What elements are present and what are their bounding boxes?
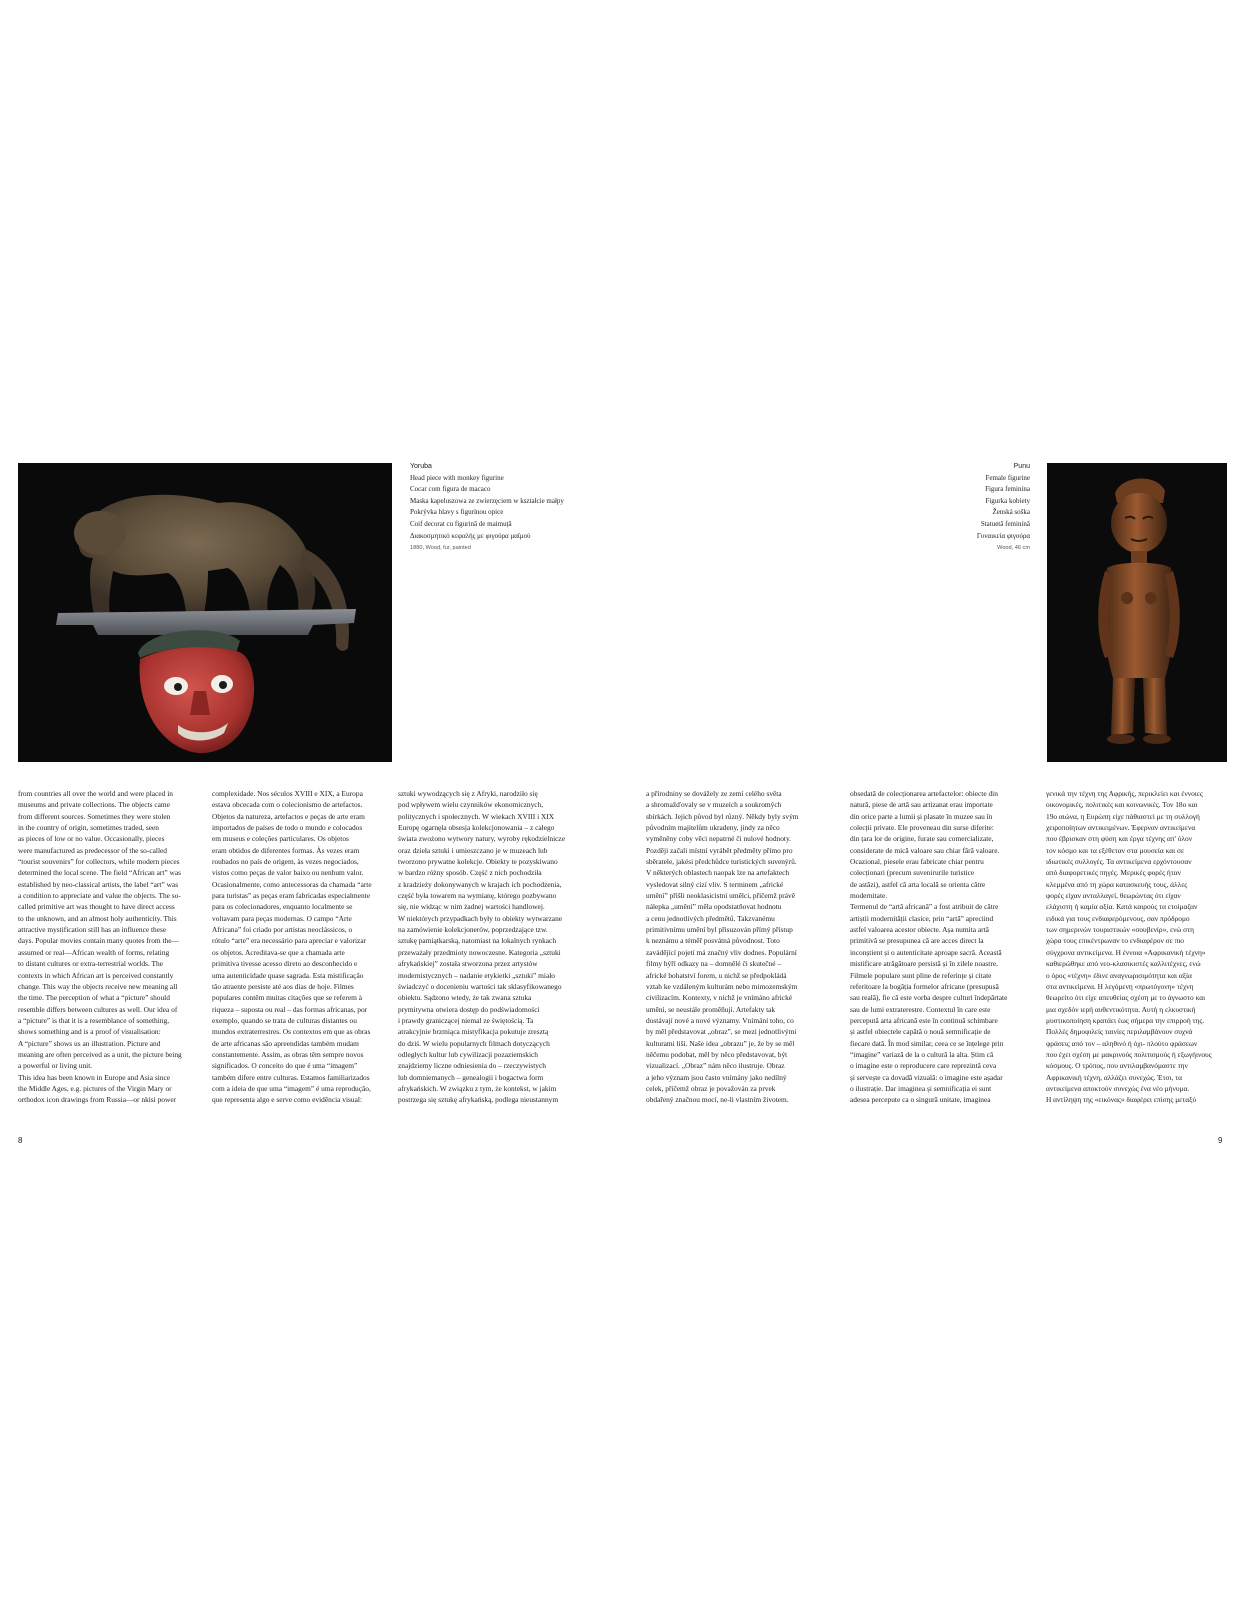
- text-line: a shromažďovaly se v muzeích a soukromých: [646, 800, 782, 810]
- text-line: colecționari (precum suvenirurile turistice: [850, 868, 975, 878]
- text-line: część była towarem na wymianę, którego pozbywano: [398, 891, 557, 901]
- text-line: constantemente. Assim, as obras têm sempre novos: [212, 1049, 364, 1059]
- text-line: się, nie widząc w nim żadnej wartości handlowej.: [398, 902, 545, 912]
- text-line: από διαφορετικές πηγές. Μερικές φορές ήταν: [1046, 868, 1181, 878]
- text-line: oraz dzieła sztuki i umieszczano je w muzeach lub: [398, 845, 548, 855]
- text-line: estava obcecada com o colecionismo de artefactos.: [212, 800, 363, 810]
- caption-right-line: Female figurine: [985, 473, 1030, 482]
- text-line: tão atraente persiste até aos dias de hoje. Filmes: [212, 981, 354, 991]
- text-line: que representa algo e serve como evidência visual:: [212, 1095, 363, 1105]
- text-line: ιδιωτικές συλλογές. Τα αντικείμενα ερχόντουσαν: [1046, 857, 1192, 867]
- text-line: și servește ca dovadă vizuală: o imagine este așadar: [850, 1072, 1003, 1082]
- text-line: din orice parte a lumii și plasate în muzee sau în: [850, 811, 993, 821]
- text-line: znajdziemy liczne odniesienia do – rzeczywistych: [398, 1061, 546, 1071]
- text-line: mundos extraterrestres. Os contextos em que as obras: [212, 1027, 371, 1037]
- text-line: colecții private. Ele proveneau din surse diferite:: [850, 823, 994, 833]
- text-line: rótulo “arte” era necessário para apreciar e valorizar: [212, 936, 367, 946]
- text-line: κλεμμένα από τη χώρα κατασκευής τους, άλλες: [1046, 879, 1188, 889]
- caption-right-line: Statuetă feminină: [980, 519, 1030, 528]
- text-line: původním majitelům ukradeny, jindy za něco: [646, 823, 780, 833]
- text-line: do dziś. W wielu popularnych filmach dotyczących: [398, 1038, 550, 1048]
- caption-right: [977, 461, 1030, 555]
- text-line: pod wpływem wielu czynników ekonomicznych,: [398, 800, 544, 810]
- caption-right-line: Ženská soška: [992, 508, 1030, 517]
- text-line: afrykańskich. W związku z tym, że kontekst, w jakim: [398, 1083, 557, 1093]
- text-line: from countries all over the world and were placed in: [18, 789, 173, 798]
- text-line: χώρα τους επικέντρωναν το ενδιαφέρον σε πιο: [1046, 936, 1185, 946]
- text-line: οικονομικές, πολιτικές και κοινωνικές. Τον 18ο και: [1046, 800, 1198, 810]
- text-line: postrzega się sztukę afrykańską, podlega nieustannym: [398, 1095, 559, 1105]
- text-line: Ocasionalmente, como antecessoras da chamada “arte: [212, 879, 372, 889]
- text-line: fiecare dată. În mod similar, ceea ce se înțelege prin: [850, 1038, 1004, 1048]
- yoruba-headpiece-illustration: [18, 463, 392, 762]
- caption-left-line: Coif decorat cu figurină de maimuță: [410, 519, 512, 528]
- caption-right-heading: Punu: [1013, 463, 1030, 470]
- caption-left-line: Pokrývka hlavy s figurínou opice: [410, 508, 504, 517]
- text-line: sau de lumi extraterestre. Contextul în care este: [850, 1004, 991, 1014]
- text-line: primitivă se presupunea că are acces direct la: [850, 936, 984, 946]
- text-line: świadczyć o docenieniu wartości tak sklasyfikowanego: [398, 981, 562, 991]
- text-line: lub domniemanych – genealogii i bogactwa form: [398, 1072, 544, 1082]
- text-line: the Middle Ages, e.g. pictures of the Virgin Mary or: [18, 1083, 172, 1093]
- text-line: established by neo-classical artists, the label “art” was: [18, 879, 179, 889]
- text-line: Termenul de “artă africană” a fost atribuit de către: [850, 902, 999, 912]
- text-line: civilizacím. Kontexty, v nichž je vnímáno africké: [646, 993, 793, 1003]
- text-line: γενικά την τέχνη της Αφρικής, περικλείει και έννοιες: [1046, 789, 1203, 798]
- caption-right-line: Γυναικεία φιγούρα: [976, 531, 1030, 540]
- text-line: vysledovat silný cizí vliv. S terminem „africké: [646, 879, 784, 889]
- text-line: assumed or real—African wealth of forms, relating: [18, 947, 170, 957]
- text-line: as pieces of low or no value. Occasionally, pieces: [18, 834, 165, 844]
- text-line: resemble differs between cultures as well. Our idea of: [18, 1004, 178, 1014]
- text-line: z kradzieży dokonywanych w krajach ich pochodzenia,: [398, 879, 562, 889]
- text-line: θεωρείτο ότι είχε απευθείας σχέση με το άγνωστο και: [1046, 993, 1206, 1003]
- caption-left-line: Maska kapeluszowa ze zwierzęciem w kształcie małpy: [410, 496, 564, 505]
- text-line: Αφρικανική τέχνη, αλλάζει συνεχώς. Έτσι, τα: [1046, 1072, 1183, 1082]
- text-line: primitivnímu umění byl přisuzován přímý přístup: [646, 925, 793, 935]
- text-line: Η αντίληψη της «εικόνας» διαφέρει επίσης μεταξύ: [1046, 1095, 1197, 1105]
- text-line: Objetos da natureza, artefactos e peças de arte eram: [212, 811, 365, 821]
- text-line: called primitive art was thought to have direct access: [18, 902, 175, 912]
- text-line: mistificare atrăgătoare persistă și în zilele noastre.: [850, 959, 998, 969]
- text-line: “imagine” variază de la o cultură la alta. Știm că: [850, 1049, 994, 1059]
- punu-figurine-photo: [1047, 463, 1227, 762]
- text-line: uma autenticidade quase sagrada. Esta mistificação: [212, 970, 364, 980]
- text-line: φορές είχαν ανταλλαγεί, θεωρώντας ότι είχαν: [1046, 891, 1181, 901]
- text-line: com a ideia de que uma “imagem” é uma reprodução,: [212, 1083, 371, 1093]
- text-line: μια σχεδόν ιερή αυθεντικότητα. Αυτή η ελκυστική: [1046, 1004, 1196, 1014]
- text-line: afrykańskiej” została stworzona przez artystów: [398, 959, 538, 969]
- text-column-romanian: [850, 788, 1026, 1106]
- text-line: στα αντικείμενα. Η λεγόμενη «πρωτόγονη» τέχνη: [1046, 981, 1194, 991]
- text-line: W niektórych przypadkach były to obiekty wytwarzane: [398, 913, 563, 923]
- text-line: o imagine este o reproducere care reprezintă ceva: [850, 1061, 997, 1071]
- caption-right-line: Figurka kobiety: [985, 496, 1030, 505]
- text-line: orthodox icon drawings from Russia—or nkisi power: [18, 1095, 177, 1105]
- text-line: from different sources. Sometimes they were stolen: [18, 811, 171, 821]
- text-line: a “picture” is that it is a resemblance of something,: [18, 1015, 170, 1025]
- page-number-left: 8: [18, 1136, 23, 1145]
- text-line: Ocazional, piesele erau fabricate chiar pentru: [850, 857, 984, 867]
- text-line: filmy hýří odkazy na – domnělé či skutečné –: [646, 959, 782, 969]
- text-line: inconștient și o autenticitate aproape sacră. Această: [850, 947, 1002, 957]
- text-line: obdařený značnou mocí, ne-li vlastním životem.: [646, 1095, 789, 1105]
- text-line: ελάχιστη ή καμία αξία. Κατά καιρούς τα ετοίμαζαν: [1046, 902, 1198, 912]
- text-line: k neznámu a téměř posvátná původnost. Toto: [646, 936, 780, 946]
- text-line: a powerful or living unit.: [18, 1061, 93, 1071]
- text-line: contexts in which African art is perceived constantly: [18, 970, 174, 980]
- yoruba-headpiece-photo: [18, 463, 392, 762]
- text-line: sau reală), fie că este vorba despre culturi îndepărtate: [850, 993, 1008, 1003]
- text-line: importados de países de todo o mundo e colocados: [212, 823, 363, 833]
- text-line: i prawdy graniczącej niemal ze świętością. Ta: [398, 1015, 534, 1025]
- text-line: riqueza – suposta ou real – das formas africanas, por: [212, 1004, 368, 1014]
- text-line: σύγχρονα αντικείμενα. Η έννοια «Αφρικανική τέχνη»: [1046, 947, 1206, 957]
- text-line: astfel valoarea acestor obiecte. Așa numita artă: [850, 925, 989, 935]
- text-line: prymitywna otwiera dostęp do podświadomości: [398, 1004, 540, 1014]
- text-line: percepută arta africană este în continuă schimbare: [850, 1015, 998, 1025]
- text-line: a přírodniny se dovážely ze zemí celého světa: [646, 789, 782, 798]
- text-line: roubados no país de origem, às vezes negociados,: [212, 857, 359, 867]
- text-line: něčemu podobat, měl by něco představovat, být: [646, 1049, 788, 1059]
- text-line: χειροποίητων αντικειμένων. Έφερναν αντικείμενα: [1046, 823, 1196, 833]
- text-line: tworzono prywatne kolekcje. Obiekty te pozyskiwano: [398, 857, 558, 867]
- text-line: to distant cultures or extra-terrestrial worlds. The: [18, 959, 163, 969]
- text-column-greek: [1046, 788, 1222, 1106]
- text-line: din țara lor de origine, furate sau comercializate,: [850, 834, 994, 844]
- text-line: umění, se neustále proměňují. Artefakty tak: [646, 1004, 776, 1014]
- text-line: referitoare la bogăția formelor africane (presupusă: [850, 981, 999, 991]
- text-line: the time. The perception of what a “picture” should: [18, 993, 170, 1003]
- text-line: considerate de mică valoare sau chiar fără valoare.: [850, 845, 1000, 855]
- caption-left: [410, 461, 564, 555]
- text-line: eram obtidos de diferentes formas. Às vezes eram: [212, 845, 360, 855]
- text-line: vyměněny coby věci nepatrné či nulové hodnoty.: [646, 834, 792, 844]
- text-line: umění” přišli neoklasicistní umělci, přičemž právě: [646, 891, 795, 901]
- text-line: os objetos. Acreditava-se que a chamada arte: [212, 947, 345, 957]
- punu-figurine-illustration: [1047, 463, 1227, 762]
- text-line: που έχει σχέση με μακρινούς πολιτισμούς ή εξωγήινους: [1046, 1049, 1212, 1059]
- text-line: obiektu. Sądzono wtedy, że tak zwana sztuka: [398, 993, 532, 1003]
- text-line: days. Popular movies contain many quotes from the—: [18, 936, 179, 946]
- text-line: complexidade. Nos séculos XVIII e XIX, a Europa: [212, 789, 363, 798]
- text-line: μυστικοποίηση κρατάει έως σήμερα την επιρροή της.: [1046, 1015, 1205, 1025]
- text-line: dostávají nové a nové významy. Vnímání toho, co: [646, 1015, 794, 1025]
- caption-left-line: Head piece with monkey figurine: [410, 473, 504, 482]
- text-line: de arte africanas são apreendidas também mudam: [212, 1038, 359, 1048]
- text-line: ο όρος «τέχνη» έδινε αναγνωρισιμότητα και αξία: [1046, 970, 1192, 980]
- text-line: sbírkách. Jejich původ byl různý. Někdy byly svým: [646, 811, 799, 821]
- caption-left-note: 1880, Wood, fur, painted: [410, 545, 471, 552]
- text-line: atrakcyjnie brzmiąca mistyfikacja pokutuje zresztą: [398, 1027, 549, 1037]
- caption-left-heading: Yoruba: [410, 463, 432, 470]
- text-line: para os colecionadores, enquanto localmente se: [212, 902, 353, 912]
- text-line: shows something and is a proof of visualisation:: [18, 1027, 161, 1037]
- text-line: w bardzo różny sposób. Część z nich pochodziła: [398, 868, 542, 878]
- text-line: obsedată de colecționarea artefactelor: obiecte din: [850, 789, 998, 798]
- text-line: politycznych i społecznych. W wiekach XVIII i XIX: [398, 811, 555, 821]
- text-column-english: [18, 788, 194, 1106]
- text-line: voltavam para peças modernas. O campo “Arte: [212, 913, 352, 923]
- text-line: των σημερινών τουριστικών «σουβενίρ», ενώ στη: [1046, 925, 1194, 935]
- text-column-polish: [398, 788, 574, 1106]
- text-line: were manufactured as predecessor of the so-called: [18, 845, 167, 855]
- text-line: a jeho význam jsou často vnímány jako nedílný: [646, 1072, 787, 1082]
- text-line: to the unknown, and an almost holy authenticity. This: [18, 913, 177, 923]
- caption-right-line: Figura feminina: [985, 485, 1030, 494]
- text-line: adesea percepute ca o singură unitate, imaginea: [850, 1095, 991, 1105]
- text-line: africké bohatství forem, u nichž se předpokládá: [646, 970, 787, 980]
- text-line: a condition to appreciate and value the objects. The so-: [18, 891, 181, 901]
- text-line: nálepka „umění” měla opodstatňovat hodnotu: [646, 902, 782, 912]
- text-line: attractive mystification still has an influence these: [18, 925, 167, 935]
- text-line: Později začali místní vyrábět předměty přímo pro: [646, 845, 793, 855]
- caption-right-note: Wood, 46 cm: [997, 545, 1030, 552]
- text-line: V některých oblastech naopak lze na artefaktech: [646, 868, 790, 878]
- text-line: Filmele populare sunt pline de referințe și citate: [850, 970, 992, 980]
- text-line: determined the local scene. The field “African art” was: [18, 868, 181, 878]
- page-number-right: 9: [1218, 1136, 1223, 1145]
- text-line: și astfel obiectele capătă o nouă semnificație de: [850, 1027, 991, 1037]
- text-line: by měl představovat „obraz”, se mezi jednotlivými: [646, 1027, 797, 1037]
- text-column-portuguese: [212, 788, 388, 1106]
- text-line: meaning are often perceived as a unit, the picture being: [18, 1049, 182, 1059]
- text-line: change. This way the objects receive new meaning all: [18, 981, 178, 991]
- text-line: κόσμους. Ο τρόπος, που αντιλαμβανόμαστε την: [1046, 1061, 1188, 1071]
- text-line: exemplo, quando se trata de culturas distantes ou: [212, 1015, 357, 1025]
- text-line: na zamówienie kolekcjonerów, poprzedzające tzw.: [398, 925, 548, 935]
- caption-left-line: Διακοσμητικό κεφαλής με φιγούρα μαϊμού: [410, 531, 531, 540]
- text-line: kulturami liší. Naše idea „obrazu” je, že by se měl: [646, 1038, 795, 1048]
- text-line: modernistycznych – nadanie etykietki „sztuki” miało: [398, 970, 556, 980]
- text-line: φράσεις από τον – αληθινό ή όχι- πλούτο φράσεων: [1046, 1038, 1198, 1048]
- text-line: αντικείμενα αποκτούν συνεχώς ένα νέο μήνυμα.: [1046, 1083, 1190, 1093]
- text-line: modernitate.: [850, 891, 888, 901]
- text-line: zavádějící pojetí má značný vliv dodnes. Populární: [646, 947, 797, 957]
- caption-left-line: Cocar com figura de macaco: [410, 485, 491, 494]
- text-line: vztah ke vzdáleným kulturám nebo mimozemským: [646, 981, 798, 991]
- text-column-czech: [646, 788, 822, 1106]
- text-line: para turistas” as peças eram fabricadas especialmente: [212, 891, 370, 901]
- text-line: primitiva tivesse acesso direto ao desconhecido e: [212, 959, 358, 969]
- text-line: vistos como peças de valor baixo ou nenhum valor.: [212, 868, 364, 878]
- text-line: celek, přičemž obraz je považován za prvek: [646, 1083, 776, 1093]
- text-line: odległych kultur lub cywilizacji pozaziemskich: [398, 1049, 538, 1059]
- text-line: de astăzi), astfel că arta locală se orienta către: [850, 879, 986, 889]
- text-line: A “picture” shows us an illustration. Picture and: [18, 1038, 161, 1048]
- text-line: “tourist souvenirs” for collectors, while modern pieces: [18, 857, 180, 867]
- text-line: em museus e coleções particulares. Os objetos: [212, 834, 349, 844]
- text-line: Africana” foi criado por artistas neoclássicos, o: [212, 925, 353, 935]
- text-line: museums and private collections. The objects came: [18, 800, 170, 810]
- text-line: ειδικά για τους ενδιαφερόμενους, σαν πρόδρομο: [1046, 913, 1190, 923]
- text-line: τον κόσμο και τα εξέθεταν στα μουσεία και σε: [1046, 845, 1185, 855]
- text-line: populares contêm muitas citações que se referem à: [212, 993, 363, 1003]
- text-line: a cenu jednotlivých předmětů. Takzvanému: [646, 913, 775, 923]
- text-line: sběratele, jakési předchůdce turistických suvenýrů.: [646, 857, 797, 867]
- text-line: in the country of origin, sometimes traded, seen: [18, 823, 160, 833]
- text-line: também difere entre culturas. Estamos familiarizados: [212, 1072, 370, 1082]
- text-line: που έβρισκαν στη φύση και έργα τέχνης απ' όλον: [1046, 834, 1193, 844]
- text-line: Πολλές δημοφιλείς ταινίες περιλαμβάνουν συχνά: [1046, 1027, 1193, 1037]
- text-line: o ilustrație. Dar imaginea și semnificația ei sunt: [850, 1083, 992, 1093]
- text-line: 19ο αιώνα, η Ευρώπη είχε πάθιαστεί με τη συλλογή: [1046, 811, 1200, 821]
- text-line: świata zwożono wytwory natury, wyroby rękodzielnicze: [398, 834, 565, 844]
- text-line: vizualizací. „Obraz” nám něco ilustruje. Obraz: [646, 1061, 785, 1071]
- text-line: sztukę pamiątkarską, natomiast na lokalnych rynkach: [398, 936, 557, 946]
- text-line: artiștii modernității clasice, prin “artă” apreciind: [850, 913, 994, 923]
- text-line: natură, piese de artă sau artizanat erau importate: [850, 800, 993, 810]
- text-line: This idea has been known in Europe and Asia since: [18, 1072, 171, 1082]
- text-line: sztuki wywodzących się z Afryki, narodziło się: [398, 789, 538, 798]
- text-line: καθιερώθηκε από νεο-κλασικιστές καλλιτέχνες, ενώ: [1046, 959, 1201, 969]
- text-line: significados. O conceito do que é uma “imagem”: [212, 1061, 358, 1071]
- text-line: Europę ogarnęła obsesja kolekcjonowania – z całego: [398, 823, 555, 833]
- text-line: przeważały przedmioty nowoczesne. Kategoria „sztuki: [398, 947, 561, 957]
